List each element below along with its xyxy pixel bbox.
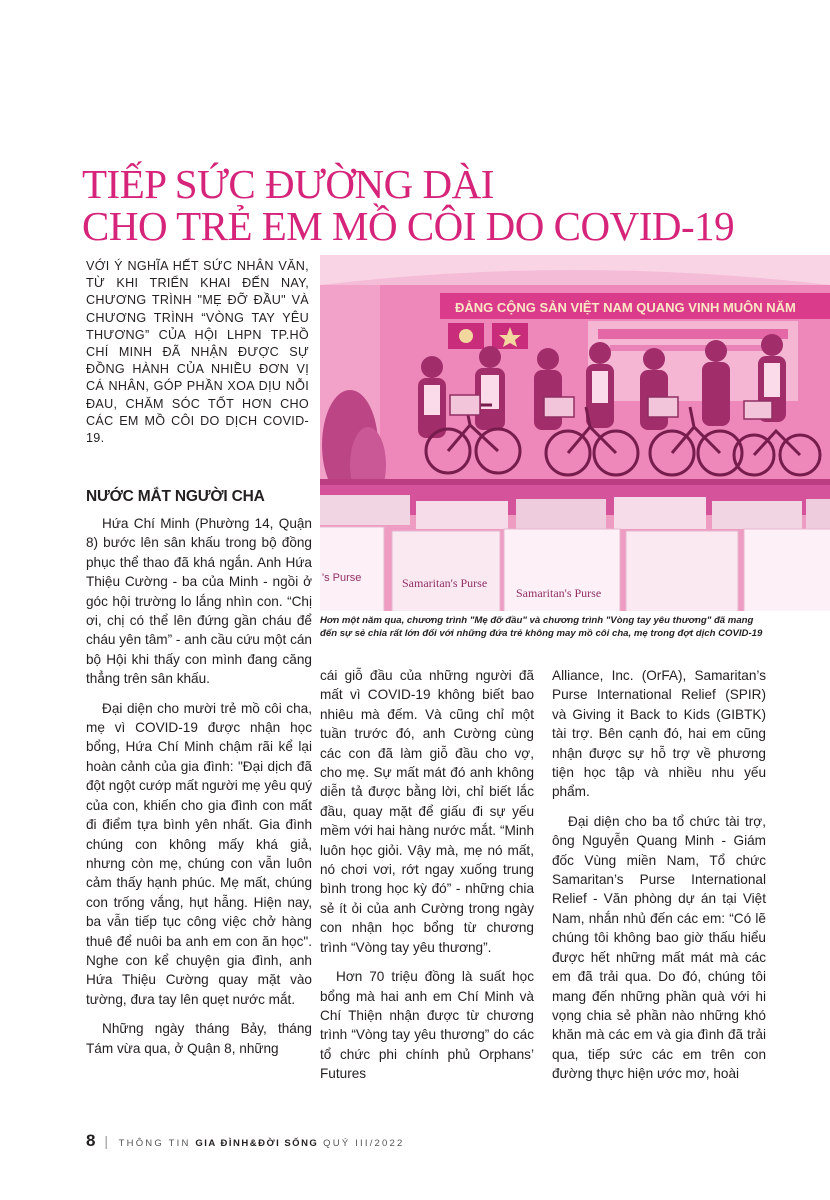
box-label-left: 's Purse xyxy=(322,572,362,584)
paragraph: Hơn 70 triệu đồng là suất học bổng mà hai anh em Chí Minh và Chí Thiện nhận được từ chương trình “Vòng tay yêu thương” do các tổ chức phi chính phủ Orphans’ Futures xyxy=(320,969,534,1082)
photo-caption: Hơn một năm qua, chương trình "Mẹ đỡ đầu" và chương trình "Vòng tay yêu thương" đã mang đến sự sẻ chia rất lớn đối với những đứa trẻ không may mồ côi cha, mẹ trong đợt dịch COVID-19 xyxy=(320,615,763,639)
footer-issue: QUÝ III/2022 xyxy=(323,1138,405,1149)
page-number: 8 xyxy=(86,1131,96,1150)
banner-text: ĐẢNG CỘNG SẢN VIỆT NAM QUANG VINH MUÔN NĂM xyxy=(455,300,796,315)
paragraph: Đại diện cho ba tổ chức tài trợ, ông Nguyễn Quang Minh - Giám đốc Vùng miền Nam, Tổ chức Samaritan’s Purse International Relief - Văn phòng dự án tại Việt Nam, nhắn nhủ đến các em: “Có lẽ chúng tôi không bao giờ thấu hiểu được hết những mất mát mà các em đã trải qua. Do đó, chúng tôi mang đến những phần quà với hi vọng chia sẻ phần nào những khó khăn mà các em và gia đình đã trải qua, tiếp sức các em trên con đường thực hiện ước mơ, hoài xyxy=(552,813,766,1082)
paragraph: Hứa Chí Minh (Phường 14, Quận 8) bước lên sân khấu trong bộ đồng phục thể thao đã khá ngắn. Anh Hứa Thiệu Cường - ba của Minh - ngồi ở góc hội trường lo lắng nhìn con. “Chị ơi, chị có thể lên đứng gần cháu để cháu yên tâm” - anh cầu cứu một cán bộ Hội khi thấy con mình đang căng thẳng trên sân khấu. xyxy=(86,516,312,687)
article-lead: VỚI Ý NGHĨA HẾT SỨC NHÂN VĂN, TỪ KHI TRIỂN KHAI ĐẾN NAY, CHƯƠNG TRÌNH "MẸ ĐỠ ĐẦU" VÀ CHƯƠNG TRÌNH “VÒNG TAY YÊU THƯƠNG” CỦA HỘI LHPN TP.HỒ CHÍ MINH ĐÃ NHẬN ĐƯỢC SỰ ĐỒNG HÀNH CỦA NHIỀU ĐƠN VỊ CÁ NHÂN, GÓP PHẦN XOA DỊU NỖI ĐAU, CHĂM SÓC TỐT HƠN CHO CÁC EM MỒ CÔI DO DỊCH COVID-19. xyxy=(86,259,309,446)
box-label-center: Samaritan's Purse xyxy=(402,576,488,590)
title-line-1: TIẾP SỨC ĐƯỜNG DÀI xyxy=(82,161,494,207)
article-title xyxy=(82,163,782,247)
page-footer xyxy=(86,1131,405,1151)
section-subheading: NƯỚC MẮT NGƯỜI CHA xyxy=(86,488,265,505)
footer-separator: | xyxy=(104,1133,108,1149)
body-column-2 xyxy=(320,666,534,1094)
paragraph: Alliance, Inc. (OrFA), Samaritan’s Purse International Relief (SPIR) và Giving it Back to Kids (GIBTK) tài trợ. Bên cạnh đó, hai em cũng nhận được sự hỗ trợ về phương tiện học tập và nhiều nhu yếu phẩm. xyxy=(552,668,766,800)
paragraph: Đại diện cho mười trẻ mồ côi cha, mẹ vì COVID-19 được nhận học bổng, Hứa Chí Minh chậm rãi kể lại hoàn cảnh của gia đình: "Đại dịch đã đột ngột cướp mất người mẹ yêu quý của con, khiến cho gia đình con mất đi điểm tựa bình yên nhất. Gia đình chúng con không mấy khá giả, nhưng còn mẹ, chúng con vẫn luôn cảm thấy hạnh phúc. Mẹ mất, chúng con trống vắng, hụt hẫng. Hiện nay, ba vẫn tiếp tục công việc chở hàng thuê để nuôi ba anh em con ăn học". Nghe con kể chuyện gia đình, anh Hứa Thiệu Cường quay mặt vào tường, đưa tay lên quẹt nước mắt. xyxy=(86,700,312,1007)
footer-brand: GIA ĐÌNH&ĐỜI SỐNG xyxy=(195,1138,319,1149)
paragraph: cái giỗ đầu của những người đã mất vì COVID-19 không biết bao nhiêu mà đếm. Và cũng chỉ một tuần trước đó, anh Cường cùng các con đã làm giỗ đầu cho vợ, cho mẹ. Sự mất mát đó anh không diễn tả được bằng lời, chỉ biết lắc đầu, quay mặt để giấu đi sự yếu mềm với hai hàng nước mắt. “Minh luôn học giỏi. Vậy mà, mẹ nó mất, nó chơi vơi, rớt ngay xuống trung bình trong học kỳ đó” - những chia sẻ ít ỏi của anh Cường trong ngày con nhận học bổng từ chương trình “Vòng tay yêu thương”. xyxy=(320,668,534,955)
title-line-2: CHO TRẺ EM MỒ CÔI DO COVID-19 xyxy=(82,203,735,249)
event-photo xyxy=(320,255,830,611)
body-column-3 xyxy=(552,666,766,1094)
body-column-1 xyxy=(86,514,312,1068)
footer-prefix: THÔNG TIN xyxy=(118,1138,191,1149)
box-label-right: Samaritan's Purse xyxy=(516,586,602,600)
paragraph: Những ngày tháng Bảy, tháng Tám vừa qua, ở Quận 8, những xyxy=(86,1021,312,1056)
